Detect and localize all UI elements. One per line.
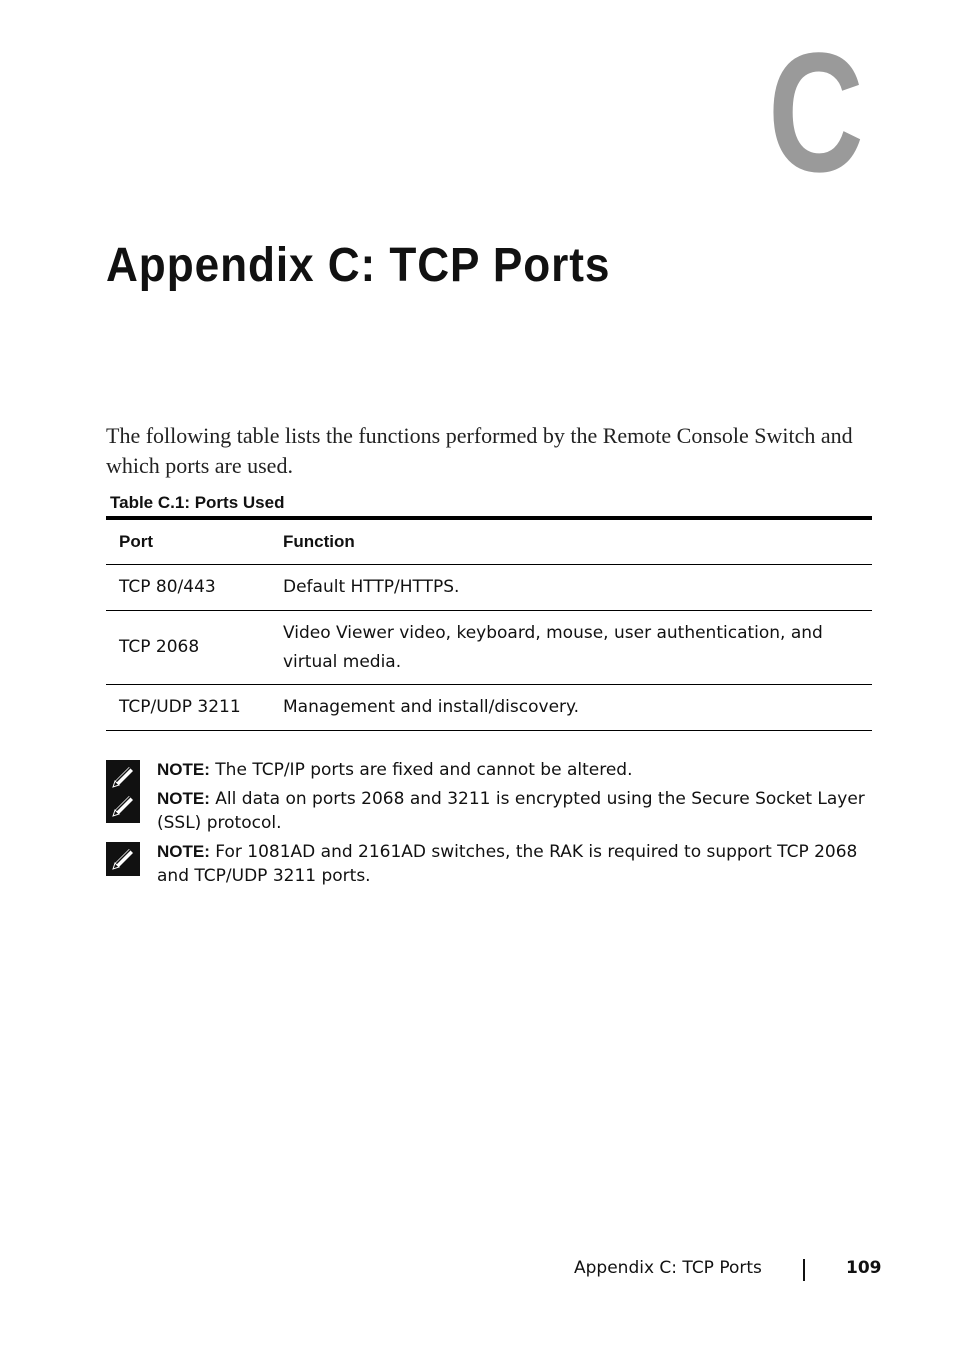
- notes-list: [106, 758, 876, 893]
- ports-table: [106, 516, 872, 731]
- intro-paragraph: The following table lists the functions performed by the Remote Console Switch and which ports are used.: [106, 423, 853, 478]
- note-text: All data on ports 2068 and 3211 is encrypted using the Secure Socket Layer (SSL) protocol.: [157, 789, 865, 833]
- table-caption: Table C.1: Ports Used: [110, 493, 285, 512]
- note-label: NOTE:: [157, 789, 210, 808]
- port-cell: TCP 2068: [119, 637, 200, 657]
- function-cell: Video Viewer video, keyboard, mouse, user authentication, and virtual media.: [283, 622, 823, 672]
- header-port: Port: [119, 532, 153, 551]
- table-header-row: [106, 518, 872, 565]
- note-pencil-icon: [106, 789, 140, 823]
- port-cell: TCP/UDP 3211: [119, 697, 241, 717]
- note-text: The TCP/IP ports are fixed and cannot be altered.: [215, 760, 633, 780]
- note-text: For 1081AD and 2161AD switches, the RAK is required to support TCP 2068 and TCP/UDP 3211 ports.: [157, 842, 858, 886]
- note-item: [106, 787, 876, 835]
- note-label: NOTE:: [157, 842, 210, 861]
- note-item: [106, 758, 876, 782]
- table-row: [106, 611, 872, 685]
- function-cell: Default HTTP/HTTPS.: [283, 577, 460, 597]
- chapter-letter: C: [768, 18, 864, 208]
- note-label: NOTE:: [157, 760, 210, 779]
- port-cell: TCP 80/443: [119, 577, 216, 597]
- note-item: [106, 840, 876, 888]
- function-cell: Management and install/discovery.: [283, 697, 580, 717]
- table-row: [106, 685, 872, 731]
- header-function: Function: [283, 532, 355, 551]
- footer-title: Appendix C: TCP Ports: [574, 1258, 762, 1278]
- page-number: 109: [846, 1258, 882, 1278]
- page-title: Appendix C: TCP Ports: [106, 239, 611, 292]
- note-pencil-icon: [106, 842, 140, 876]
- footer-divider: [803, 1259, 805, 1281]
- table-row: [106, 565, 872, 611]
